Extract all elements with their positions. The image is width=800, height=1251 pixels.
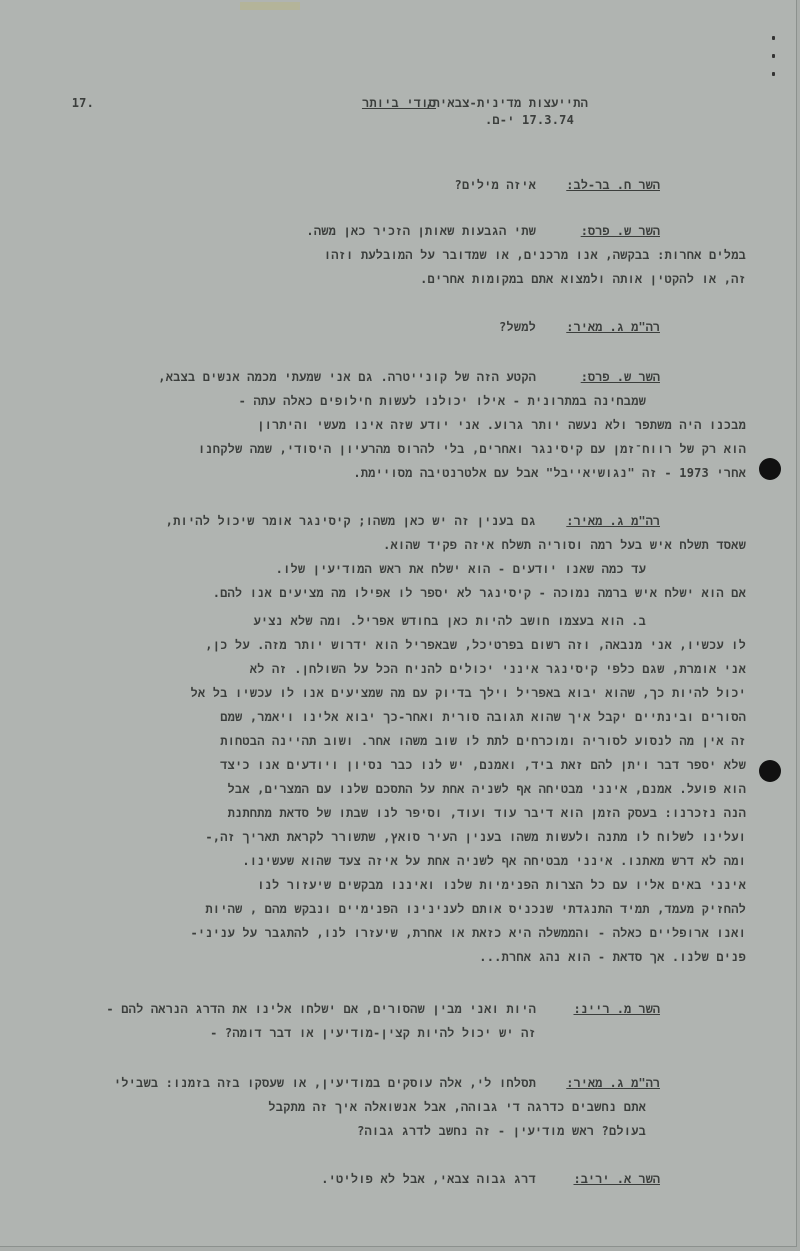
speech-line: הוא פועל. אמנם, אינני מבטיחה אף לשניה אחת על התסכם שלנו עם המצרים, אבל <box>227 782 746 796</box>
speaker-label: השר ש. פרס: <box>580 370 660 384</box>
edge-mark <box>772 36 775 40</box>
speech-line: אתם נחשבים כדרגה די גבוהה, אבל אנשואלה איך זה מתקבל <box>268 1100 646 1114</box>
speaker-label: השר מ. ריינ: <box>573 1002 660 1016</box>
speech-line: אם הוא ישלח איש ברמה נמוכה - קיסינגר לא יספר לו אפילו מה מציעים אנו להם. <box>212 586 746 600</box>
header-page-number: .17 <box>71 96 94 110</box>
speech-line: מבכנו היה משתפר ולא נעשה יותר גרוע. אני יודע שזה אינו מעשי והיתרון <box>257 418 746 432</box>
speech-line: איזה מילים? <box>454 178 536 192</box>
header-org: התייעצות מדינית-צבאית, <box>425 96 588 110</box>
speech-line: גם בענין זה יש כאן משהו; קיסינגר אומר שיכול להיות, <box>165 514 536 528</box>
speech-line: דרג גבוה צבאי, אבל לא פוליטי. <box>321 1172 536 1186</box>
speech-line: שאסד תשלח איש בעל רמה וסוריה תשלח איזה פקיד שהוא. <box>383 538 746 552</box>
speech-line: למשל? <box>498 320 536 334</box>
punch-hole-bottom <box>759 760 781 782</box>
stain-mark <box>240 2 300 10</box>
speech-line: במלים אחרות: בבקשה, אנו מרכנים, או שמדובר על המובלעת וזהו <box>323 248 746 262</box>
speaker-label: רה"מ ג. מאיר: <box>566 514 660 528</box>
speech-line: אני אומרת, שגם כלפי קיסינגר אינני יכולים להניח הכל על השולחן. זה לא <box>249 662 746 676</box>
speech-line: זה יש יכול להיות קצין-מודיעין או דבר דומה? - <box>210 1026 536 1040</box>
speaker-label: רה"מ ג. מאיר: <box>566 1076 660 1090</box>
speech-line: ועלינו לשלוח לו מתנה ולעשות משהו בענין העיר סואץ, שתשורר לקראת תאריך זה,- <box>205 830 746 844</box>
speech-line: שתי הגבעות שאותן הזכיר כאן משה. <box>306 224 536 238</box>
speech-line: זה אין מה לנסוע לסוריה ומוכרחים לתת לו שוב משהו אחר. ושוב תהיינה הבטחות <box>220 734 746 748</box>
speech-line: הקטע הזה של קונייטרה. גם אני שמעתי מכמה אנשים בצבא, <box>158 370 536 384</box>
speech-line: תסלחו לי, אלה עוסקים במודיעין, או שעסקו בזה בזמנו: בשבילי <box>113 1076 536 1090</box>
speech-line: יכול להיות כך, שהוא יבוא באפריל וילך בדיוק עם מה שמציעים אנו לו עכשיו בל אל <box>190 686 746 700</box>
speech-line: היות ואני מבין שהסורים, אם ישלחו אלינו את הדרג הנראה להם - <box>106 1002 536 1016</box>
speech-line: לו עכשיו, אני מנבאה, וזה רשום בפרטיכל, שבאפריל הוא ידרוש יותר מזה. על כן, <box>205 638 746 652</box>
speaker-label: השר ש. פרס: <box>580 224 660 238</box>
speech-line: אינני באים אליו עם כל הצרות הפנימיות שלנו ואיננו מבקשים שיעזור לנו <box>257 878 746 892</box>
speech-line: ומה לא דרש מאתנו. אינני מבטיחה אף לשניה אחת על איזה צעד שהוא שעשינו. <box>242 854 746 868</box>
header-date: 17.3.74 י-ם. <box>484 113 574 127</box>
punch-hole-top <box>759 458 781 480</box>
speaker-label: השר ח. בר-לב: <box>566 178 660 192</box>
speech-line: הנה נזכרנו: בעסק הזמן הוא דיבר עוד ועוד, וסיפר לנו שבתו של סדאת מתחתנת <box>227 806 746 820</box>
speech-line: בעולם? ראש מודיעין - זה נחשב לדרג גבוה? <box>357 1124 646 1138</box>
speech-line: שלא יספר דבר ויתן להם זאת ביד, ואמנם, יש לנו כבר נסיון ויודעים אנו כיצד <box>220 758 746 772</box>
speech-line: הוא רק של רווח־זמן עם קיסינגר ואחרים, בלי להרוס מהרעיון היסודי, שמה שלקחנו <box>197 442 746 456</box>
speech-line: הסורים ובינתיים יקבל איך שהוא תגובה סורית ואחר-כך יבוא אלינו ויאמר, שמם <box>220 710 746 724</box>
speech-line: להחזיק מעמד, תמיד התנגדתי שנכניס אותם לענינינו הפנימיים ונבקש מהם , שהיות <box>205 902 746 916</box>
speaker-label: השר א. יריב: <box>573 1172 660 1186</box>
header-classification: סודי ביותר <box>361 96 436 110</box>
speech-line: פנים שלנו. אך סדאת - הוא נהג אחרת... <box>479 950 746 964</box>
speech-line: עד כמה שאנו יודעים - הוא ישלח את ראש המודיעין שלו. <box>275 562 646 576</box>
speech-line: ואנו ארופליים כאלה - והממשלה היא כזאת או אחרת, שיעזרו לנו, להתגבר על עניני- <box>190 926 746 940</box>
speech-line: ב. הוא בעצמו חושב להיות כאן בחודש אפריל. ומה שלא נציע <box>253 614 646 628</box>
speech-line: שמבחינה במתרונית - אילו יכולנו לעשות חילופים כאלה עתה - <box>238 394 646 408</box>
speech-line: זה, או להקטין אותה ולמצוא אתם במקומות אחרים. <box>420 272 746 286</box>
speaker-label: רה"מ ג. מאיר: <box>566 320 660 334</box>
edge-mark <box>772 72 775 76</box>
edge-mark <box>772 54 775 58</box>
speech-line: אחרי 1973 - זה "נגושיאייבל" אבל עם אלטרנטיבה מסויימת. <box>353 466 746 480</box>
